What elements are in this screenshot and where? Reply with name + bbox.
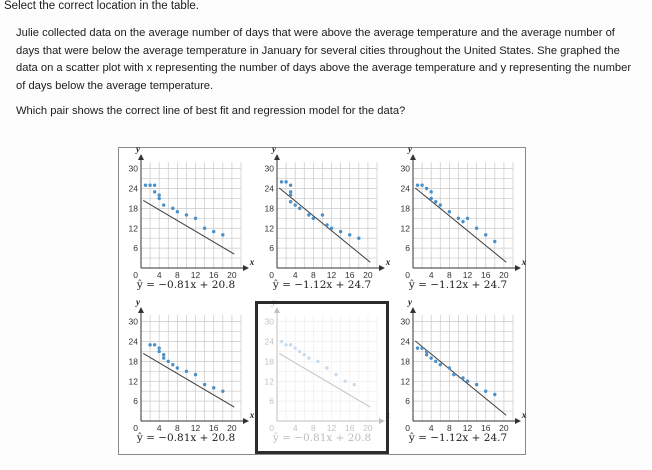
instruction-text: Select the correct location in the table. [4,0,199,12]
y-axis-arrow [274,307,280,313]
data-point [185,370,188,373]
x-tick-label: 8 [174,423,180,433]
data-point [284,343,287,346]
origin-label: 0 [133,423,138,433]
answer-option-3[interactable] [391,144,527,301]
y-tick-label: 18 [128,203,138,214]
data-point [493,393,496,396]
x-axis-arrow [379,265,385,271]
y-axis-arrow [138,307,144,313]
y-tick-label: 12 [128,376,138,387]
y-tick-label: 18 [264,203,274,214]
data-point [153,343,156,346]
x-tick-label: 4 [428,423,434,433]
data-point [280,340,283,343]
data-point [298,207,301,210]
y-tick-label: 30 [128,316,138,327]
data-point [144,183,147,186]
x-tick-label: 12 [190,423,201,433]
data-point [162,203,165,206]
y-tick-label: 24 [400,336,410,347]
data-point [339,230,342,233]
y-tick-label: 6 [405,243,410,254]
y-tick-label: 24 [128,183,138,194]
data-point [334,373,337,376]
x-tick-label: 12 [326,423,337,433]
x-tick-label: 4 [292,270,298,280]
x-tick-label: 12 [462,423,473,433]
y-axis-arrow [138,154,144,160]
answer-table [118,144,527,455]
data-point [425,353,428,356]
data-point [289,183,292,186]
question-text: Which pair shows the correct line of best fit and regression model for the data? [16,105,406,117]
x-axis-arrow [515,418,521,424]
data-point [148,183,151,186]
data-point [321,213,324,216]
y-tick-label: 30 [264,316,274,327]
data-point [176,210,179,213]
x-tick-label: 16 [208,270,219,280]
y-tick-label: 18 [128,356,138,367]
x-tick-label: 20 [363,423,373,433]
data-point [212,230,215,233]
y-tick-label: 12 [400,223,410,234]
answer-option-5[interactable] [255,297,391,454]
data-point [348,233,351,236]
data-point [325,223,328,226]
x-axis-label: x [249,257,255,267]
data-point [484,233,487,236]
y-tick-label: 18 [264,356,274,367]
data-point [434,200,437,203]
x-axis-arrow [379,418,385,424]
x-tick-label: 20 [227,423,237,433]
problem-text: Julie collected data on the average number of days that were above the average temperature and the average number of days that were below the average temperature in January for several cities throughout the United States. She graphed the data on a scatter plot with x representing the number of days above the average temperature and y representing the number of days below the average temperature. [16,27,632,92]
data-point [289,193,292,196]
y-tick-label: 30 [400,163,410,174]
regression-equation-3: ŷ = −1.12x + 24.7 [408,279,508,291]
y-tick-label: 24 [400,183,410,194]
data-point [289,343,292,346]
data-point [475,383,478,386]
data-point [203,227,206,230]
data-point [194,217,197,220]
x-tick-label: 8 [446,270,452,280]
x-axis-label: x [385,410,391,420]
data-point [420,183,423,186]
data-point [293,346,296,349]
data-point [221,389,224,392]
data-point [157,346,160,349]
x-tick-label: 12 [462,270,473,280]
x-tick-label: 16 [344,423,355,433]
data-point [280,180,283,183]
answer-option-4[interactable] [119,297,255,454]
y-tick-label: 6 [405,396,410,407]
x-tick-label: 20 [499,423,509,433]
data-point [416,183,419,186]
data-point [157,350,160,353]
x-axis-arrow [243,265,249,271]
x-tick-label: 4 [156,270,162,280]
data-point [493,240,496,243]
data-point [434,360,437,363]
y-tick-label: 12 [400,376,410,387]
y-tick-label: 30 [264,163,274,174]
data-point [416,346,419,349]
data-point [461,376,464,379]
data-point [307,213,310,216]
x-axis-label: x [249,410,255,420]
origin-label: 0 [405,270,410,280]
data-point [466,380,469,383]
data-point [203,383,206,386]
data-point [212,386,215,389]
data-point [448,366,451,369]
x-tick-label: 20 [227,270,237,280]
data-point [157,193,160,196]
data-point [439,363,442,366]
best-fit-line [415,341,506,415]
data-point [429,197,432,200]
data-point [284,180,287,183]
y-axis-label: y [136,297,140,307]
y-tick-label: 6 [133,243,138,254]
x-tick-label: 8 [174,270,180,280]
best-fit-line [279,188,370,262]
data-point [185,213,188,216]
y-tick-label: 24 [264,336,274,347]
data-point [167,360,170,363]
data-point [162,353,165,356]
x-axis-arrow [515,265,521,271]
y-tick-label: 24 [128,336,138,347]
x-axis-label: x [521,410,527,420]
x-tick-label: 16 [208,423,219,433]
y-tick-label: 6 [269,243,274,254]
x-tick-label: 20 [363,270,373,280]
best-fit-line [415,188,506,262]
data-point [298,350,301,353]
data-point [457,217,460,220]
y-axis-arrow [274,154,280,160]
data-point [153,190,156,193]
y-axis-label: y [272,144,276,154]
data-point [461,220,464,223]
x-tick-label: 4 [428,270,434,280]
y-tick-label: 12 [128,223,138,234]
y-tick-label: 18 [400,356,410,367]
data-point [439,203,442,206]
data-point [448,210,451,213]
data-point [466,217,469,220]
data-point [330,227,333,230]
data-point [157,197,160,200]
answer-option-6[interactable] [391,297,527,454]
y-axis-label: y [408,144,412,154]
x-tick-label: 12 [326,270,337,280]
y-axis-label: y [408,297,412,307]
data-point [425,350,428,353]
data-point [484,389,487,392]
data-point [153,183,156,186]
x-tick-label: 16 [480,270,491,280]
data-point [148,343,151,346]
data-point [194,373,197,376]
x-tick-label: 16 [344,270,355,280]
x-axis-label: x [521,257,527,267]
data-point [357,236,360,239]
y-tick-label: 30 [128,163,138,174]
data-point [325,366,328,369]
data-point [420,346,423,349]
y-tick-label: 12 [264,376,274,387]
x-axis-label: x [385,257,391,267]
regression-equation-1: ŷ = −0.81x + 20.8 [136,279,236,291]
data-point [303,353,306,356]
data-point [289,200,292,203]
data-point [293,203,296,206]
y-tick-label: 30 [400,316,410,327]
y-axis-label: y [136,144,140,154]
x-tick-label: 4 [292,423,298,433]
y-tick-label: 18 [400,203,410,214]
data-point [171,207,174,210]
answer-option-1[interactable] [119,144,255,301]
answer-option-2[interactable] [255,144,391,301]
x-tick-label: 4 [156,423,162,433]
y-axis-label: y [272,297,276,307]
regression-equation-2: ŷ = −1.12x + 24.7 [272,279,372,291]
data-point [312,217,315,220]
data-point [289,190,292,193]
x-tick-label: 12 [190,270,201,280]
regression-equation-6: ŷ = −1.12x + 24.7 [408,432,508,444]
regression-equation-5: ŷ = −0.81x + 20.8 [272,432,372,444]
data-point [343,380,346,383]
y-tick-label: 24 [264,183,274,194]
y-tick-label: 12 [264,223,274,234]
origin-label: 0 [269,270,274,280]
data-point [162,356,165,359]
data-point [176,366,179,369]
data-point [316,360,319,363]
regression-equation-4: ŷ = −0.81x + 20.8 [136,432,236,444]
origin-label: 0 [133,270,138,280]
data-point [475,227,478,230]
x-axis-arrow [243,418,249,424]
data-point [452,373,455,376]
data-point [429,356,432,359]
data-point [171,363,174,366]
y-tick-label: 6 [133,396,138,407]
x-tick-label: 8 [310,423,316,433]
data-point [425,187,428,190]
origin-label: 0 [269,423,274,433]
data-point [307,356,310,359]
data-point [221,233,224,236]
data-point [353,383,356,386]
y-tick-label: 6 [269,396,274,407]
x-tick-label: 20 [499,270,509,280]
y-axis-arrow [410,307,416,313]
origin-label: 0 [405,423,410,433]
data-point [429,190,432,193]
x-tick-label: 8 [310,270,316,280]
x-tick-label: 8 [446,423,452,433]
x-tick-label: 16 [480,423,491,433]
y-axis-arrow [410,154,416,160]
